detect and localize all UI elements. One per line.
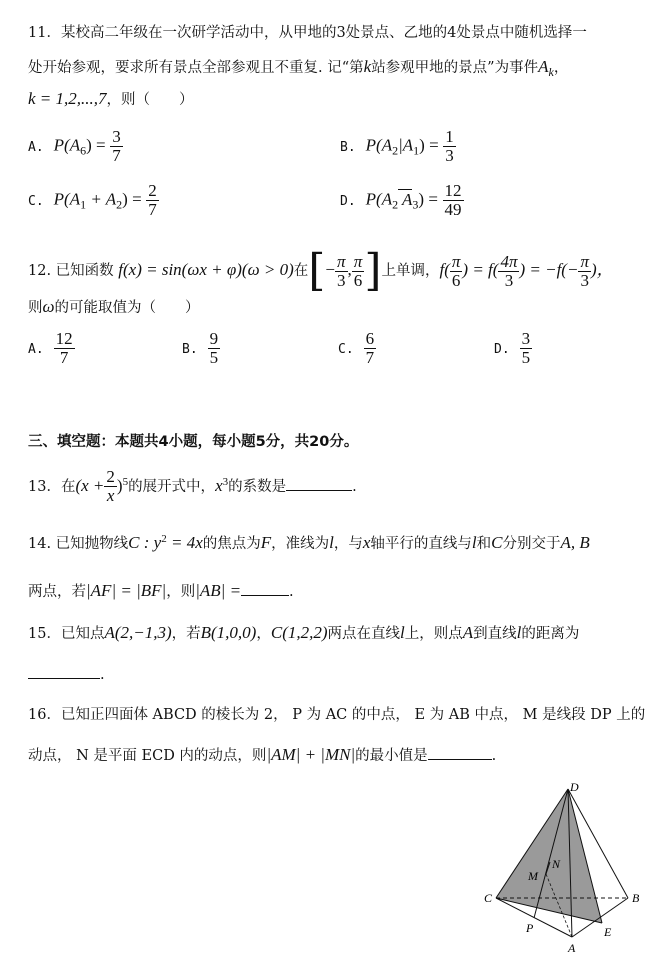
numerator: π [451, 251, 461, 271]
q12-zai: 在 [293, 263, 309, 279]
q15-end: . [100, 667, 105, 683]
numerator: 9 [209, 329, 219, 348]
answer-blank[interactable] [28, 664, 100, 679]
q14-C: C [491, 532, 503, 552]
q14-text: 和 [476, 535, 492, 552]
q15-l: l [400, 623, 405, 642]
denominator: 3 [580, 270, 589, 290]
numerator: 2 [106, 467, 115, 487]
q14-AB: A, B [560, 532, 590, 552]
denominator: 3 [504, 270, 514, 290]
option-label: D. [494, 341, 510, 357]
q14-parabola: C : y [128, 532, 162, 552]
q12-ze: 则 [28, 300, 43, 316]
answer-blank[interactable] [286, 476, 352, 491]
expr: P(A [365, 135, 393, 155]
q15-text: 到直线 [473, 626, 517, 642]
q15-text: 15．已知点 [28, 626, 105, 642]
denominator: 6 [451, 270, 461, 290]
q15-A: A [462, 623, 474, 642]
q11-text-a: 处开始参观，要求所有景点全部参观且不重复. 记“第 [28, 60, 364, 76]
denominator: 49 [444, 200, 462, 219]
fraction [498, 253, 519, 290]
fraction [443, 182, 464, 219]
q14-x: x [362, 532, 371, 552]
fraction [352, 253, 365, 290]
q12-mid: 上单调， [381, 263, 440, 279]
numerator: 3 [112, 127, 121, 146]
q15-line2 [28, 664, 105, 686]
q14-text: 分别交于 [502, 535, 561, 552]
option-label: C. [28, 193, 44, 209]
option-label: A. [28, 341, 44, 357]
q14-line2 [28, 580, 294, 603]
option-label: A. [28, 139, 44, 155]
q16-text: 动点， N 是平面 ECD 内的动点，则 [28, 748, 267, 764]
fraction [104, 468, 117, 505]
q15-point-B: B(1,0,0) [200, 623, 257, 642]
q13-expr: ) [116, 475, 123, 495]
q16-end: . [491, 748, 497, 764]
denominator: 3 [445, 146, 454, 165]
label-M: M [528, 869, 538, 883]
option-label: D. [340, 193, 356, 209]
option-label: B. [182, 341, 198, 357]
q11-option-a [28, 128, 123, 165]
q12-prompt: 的可能取值为（ ） [54, 300, 200, 316]
sub: 1 [80, 197, 87, 212]
fraction [520, 330, 533, 367]
denominator: x [106, 486, 115, 506]
q15-point-A: A(2,−1,3) [104, 623, 172, 642]
q11-option-c [28, 182, 159, 219]
q12-eq: ) = f( [462, 260, 499, 279]
q16-line2 [28, 744, 496, 767]
q14-condition: |AF| = |BF| [86, 581, 167, 600]
q11-line2 [28, 56, 568, 83]
q13 [28, 462, 357, 507]
numerator: π [580, 251, 589, 271]
q15-text: ，若 [171, 626, 201, 642]
fraction [54, 330, 75, 367]
expr: ) = [419, 135, 439, 155]
numerator: 3 [521, 329, 531, 348]
q14-l: l [329, 532, 334, 552]
numerator: π [337, 251, 346, 271]
numerator: 12 [55, 329, 73, 348]
fraction [450, 253, 463, 290]
q11-line3 [28, 88, 194, 111]
q12-eq: ) = −f(− [519, 260, 579, 279]
q14-text: 的焦点为 [202, 535, 261, 552]
q11-k: k [363, 57, 372, 76]
q15-text: ， [256, 626, 271, 642]
q13-x-exp: 3 [222, 476, 229, 488]
q14-text: ，则 [166, 584, 196, 600]
q15-text: 上，则点 [404, 626, 463, 642]
q16-expr: |AM| + |MN| [266, 745, 356, 764]
expr: ) = [418, 189, 438, 209]
sub: 3 [412, 197, 419, 212]
q14-text: 轴平行的直线与 [370, 535, 472, 552]
denominator: 5 [521, 348, 531, 367]
q11-comma: ， [553, 60, 569, 76]
q12-function: f(x) = sin(ωx + φ)(ω > 0) [118, 260, 294, 279]
q14-F: F [260, 532, 272, 552]
expr-overline: A [398, 189, 413, 209]
q12-option-a [28, 330, 75, 367]
q12-line2 [28, 296, 200, 319]
expr: P(A [53, 189, 81, 209]
q14-l: l [471, 532, 477, 552]
q11-option-b [340, 128, 456, 165]
q14-ask: |AB| = [195, 581, 242, 600]
q12-omega: ω [42, 297, 55, 316]
expr: ) = [86, 135, 106, 155]
q11-event-sub: k [548, 64, 554, 79]
expr: P(A [53, 135, 81, 155]
right-bracket: ] [364, 245, 382, 296]
expr: |A [398, 135, 414, 155]
fraction [335, 253, 348, 290]
label-A: A [568, 941, 576, 955]
q12-eq: )， [590, 260, 614, 279]
q12-eq: f( [439, 260, 450, 279]
fraction [578, 253, 591, 290]
q12-option-c [338, 330, 376, 367]
denominator: 7 [112, 146, 121, 165]
q11-prompt: ，则（ ） [106, 92, 194, 108]
left-bracket: [ [308, 245, 326, 296]
q14-text: ，准线为 [271, 535, 330, 552]
label-B: B [632, 891, 640, 905]
q14-text: ，与 [333, 535, 363, 552]
q15-text: 两点在直线 [327, 626, 401, 642]
option-label: C. [338, 341, 354, 357]
q13-expr: (x + [75, 475, 105, 495]
q14-line1 [28, 528, 590, 555]
q15-point-C: C(1,2,2) [270, 623, 328, 642]
tetrahedron-figure [484, 780, 654, 955]
numerator: 6 [365, 329, 375, 348]
q16-text: 的最小值是 [355, 748, 428, 764]
q13-text: 的展开式中， [128, 478, 216, 495]
q11-k-range: k = 1,2,...,7 [28, 89, 107, 108]
denominator: 7 [365, 348, 375, 367]
q13-x: x [215, 475, 223, 495]
q11-text-b: 站参观甲地的景点”为事件 [371, 60, 539, 76]
expr: + A [86, 189, 117, 209]
denominator: 3 [337, 270, 346, 290]
plane-ecd [496, 789, 602, 923]
q14-exp: 2 [161, 533, 167, 545]
fraction [208, 330, 221, 367]
denominator: 7 [59, 348, 69, 367]
q13-prefix: 13．在 [28, 478, 76, 495]
section-heading: 三、填空题：本题共4小题，每小题5分，共20分。 [28, 434, 359, 450]
q14-parabola: = 4x [166, 532, 203, 552]
q11-option-d [340, 182, 464, 219]
fraction [443, 128, 456, 165]
sub: 2 [392, 197, 399, 212]
label-P: P [526, 921, 534, 935]
q12-option-b [182, 330, 220, 367]
sub: 2 [392, 143, 399, 158]
answer-blank[interactable] [428, 745, 492, 760]
denominator: 7 [148, 200, 157, 219]
sub: 6 [80, 143, 87, 158]
label-C: C [484, 891, 493, 905]
sub: 1 [413, 143, 420, 158]
label-D: D [570, 780, 579, 794]
q15-text: 的距离为 [521, 626, 580, 642]
fraction [364, 330, 377, 367]
numerator: 1 [445, 127, 454, 146]
label-E: E [604, 925, 612, 939]
fraction [110, 128, 123, 165]
numerator: π [353, 251, 363, 271]
q15-line1 [28, 622, 579, 645]
label-N: N [552, 857, 561, 871]
q11-event-A: A [538, 57, 549, 76]
q12-option-d [494, 330, 532, 367]
q13-end: . [352, 478, 357, 495]
q14-end: . [289, 584, 294, 600]
denominator: 5 [209, 348, 219, 367]
expr: ) = [122, 189, 142, 209]
denominator: 6 [353, 270, 363, 290]
expr: P(A [365, 189, 393, 209]
q14-text: 14. 已知抛物线 [28, 535, 129, 552]
answer-blank[interactable] [241, 581, 289, 596]
numerator: 12 [444, 181, 462, 200]
q14-text: 两点，若 [28, 584, 86, 600]
q15-l: l [516, 623, 522, 642]
fraction [146, 182, 159, 219]
option-label: B. [340, 139, 356, 155]
numerator: 4π [500, 251, 518, 271]
q12-line1: 12. 已知函数 f(x) = sin(ωx + φ)(ω > 0)在[− $\frac{\pi}{3}$ , $\frac{\pi}{6}$ ]上单调，f( $\frac{\pi}{6}$ ) = f( $\frac{4\pi}{3}$ ) = −f(− $\frac{\pi}{3}$ )， [28, 245, 614, 296]
q11-line1: 11．某校高二年级在一次研学活动中，从甲地的3处景点、乙地的4处景点中随机选择一 [28, 25, 587, 41]
q13-text: 的系数是 [228, 478, 287, 495]
sub: 2 [116, 197, 123, 212]
numerator: 2 [148, 181, 157, 200]
q12-prefix: 12. 已知函数 [28, 263, 114, 279]
q16-line1: 16．已知正四面体 ABCD 的棱长为 2， P 为 AC 的中点， E 为 AB 中点， M 是线段 DP 上的 [28, 707, 646, 723]
q13-exponent: 5 [122, 476, 129, 488]
